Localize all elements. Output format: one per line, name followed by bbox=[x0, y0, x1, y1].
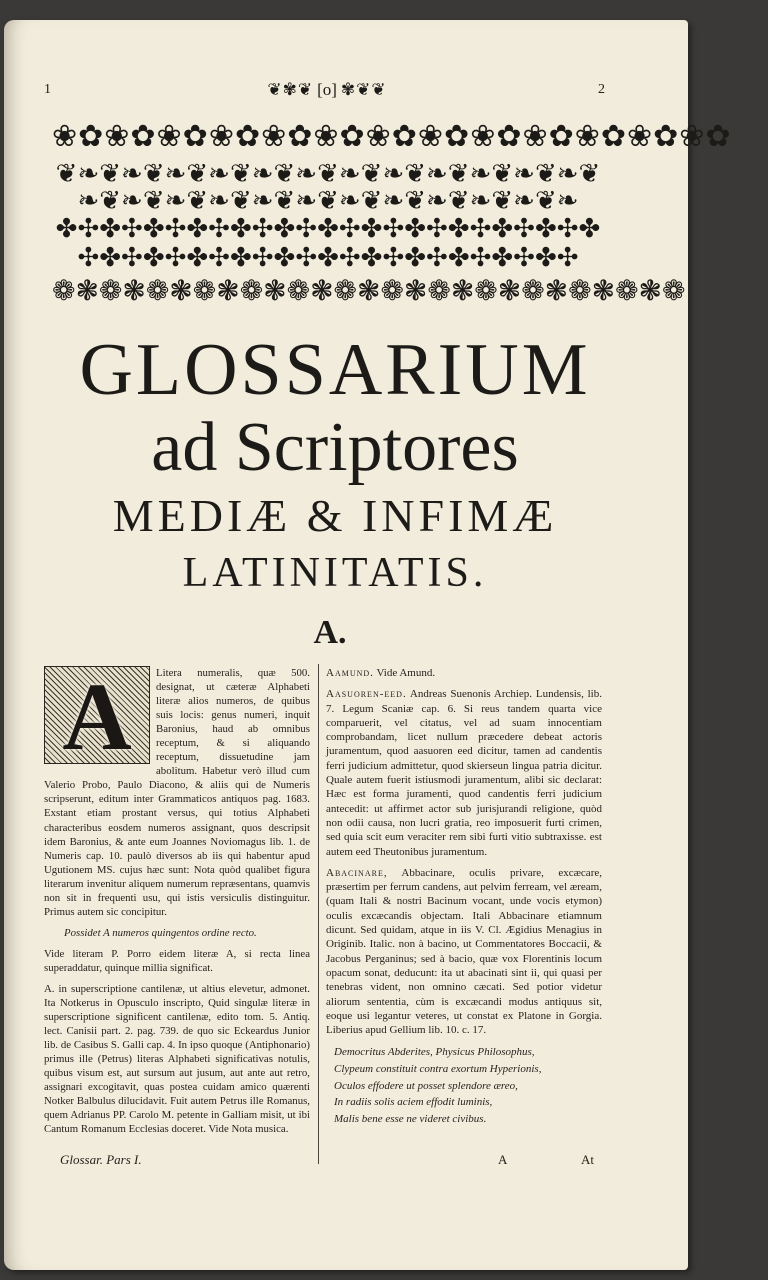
title-line-glossarium: GLOSSARIUM bbox=[79, 329, 591, 411]
ornamental-border-scrolls-icon: ❦❧❦❧❦❧❦❧❦❧❦❧❦❧❦❧❦❧❦❧❦❧❦❧❦❧❦❧❦❧❦❧❦❧❦❧❦❧❦❧❦❧❦❧❦❧❦❧ bbox=[55, 159, 601, 215]
entry-text: Andreas Suenonis Archiep. Lundensis, lib. 7. Legum Scaniæ cap. 6. Si reus tandem quarta vice comparuerit, vel citatus, vel ad suam innocentiam comprobandam, licet nullum præcedere debeat actoris juramentum, quod aasuoren eed dicitur, tamen ad candentis ferri judicium admittetur, quod skierseun lingua patria dicitur. Quale autem fuerit istiusmodi juramentum, alibi sic declarat: Hæc est forma juramenti, quod candentis ferri judicium antecedit: ut affirmet actor sub jurisjurandi religione, quòd non odii causa, non lucri gratia, reo imposuerit furti crimen, sed quia scit eum veraciter rem sibi furti vitio subtraxisse. est autem eed Theutonibus juramentum. bbox=[326, 688, 602, 858]
title-line-latinitatis: LATINITATIS. bbox=[182, 550, 488, 596]
entry-paragraph: A. in superscriptione cantilenæ, ut altius elevetur, admonet. Ita Notkerus in Opusculo inscripto, Quid singulæ literæ in superscriptione significent cantilenæ, edito tom. 5. Antiq. lect. Canisii part. 2. pag. 739. de quo sic Eckeardus Junior lib. de Casibus S. Galli cap. 4. In ipso quoque (Antiphonario) primus ille (Petrus) literas Alphabeti significativas notulis, quibus visum est, aut sursum aut jusum, aut ante aut retro, assignari excogitavit, quas postea cuidam amico quærenti Notker Balbulus dilucidavit. Fuit autem Petrus ille Romanus, quem Adrianus PP. Carolo M. petente in Galliam misit, ut ibi Cantum Romanum Ecclesias doceret. Vide Nota musica. bbox=[44, 982, 310, 1136]
entry-text: Abbacinare, oculis privare, excæcare, præsertim per ferrum candens, aut pelvim ferream, vel æream, (quam Itali & nostri Bacinum vocant, unde vocis etymon) oculis excæcandis objectam. Itali Abbacinare etiamnum dicunt. Sed quidam, atque in iis V. Cl. Ægidius Menagius in Originib. Italic. non à bacino, ut Commentatores Boccacii, & Jacobus Perganinus; sed à bacio, quæ vox Florentinis locum opacum sonat, deducunt: ita ut abacinati sint ii, qui quasi per tenebras vident, non omnino cæcati. Sed potior videtur aliorum sententia, cùm is excæcandi modus antiquus sit, eoque usi legantur veteres, ut constat ex Platone in Gorgia. Liberius apud Gellium lib. 10. c. 17. bbox=[326, 866, 602, 1037]
verse-line: Malis bene esse ne videret civibus. bbox=[334, 1112, 487, 1125]
column-divider bbox=[318, 664, 319, 1164]
entry-paragraph: Litera numeralis, quæ 500. designat, ut cæteræ Alphabeti literæ alios numeros, de quibus suis locis: genus numeri, inquit Baronius, haud ab omnibus receptum, & si aliquando receptum, dissuetudine jam abolitum. Habetur verò illud cum Valerio Probo, Paulo Diacono, & aliis qui de Numeris scripserunt, editum inter Grammaticos antiquos pag. 1683. Exstant etiam prostant versus, qui totius Alphabeti characteribus eosdem numeros assignant, quos descripsit idem Baronius, & ante eum Joannes Noviomagus lib. 1. de Numeris cap. 10. paulò diversos ab iis qui habentur apud Ugutionem MS. cujus hæc sunt: Nota quòd qualibet figura literarum invenitur aliquem numerum repræsentans, quamvis non sit in frequenti usu, qui istis versiculis distinguitur. Primus autem sic concipitur. bbox=[44, 667, 310, 918]
folio-left: 1 bbox=[44, 82, 51, 97]
right-column bbox=[326, 666, 602, 1131]
entry-aamund bbox=[326, 666, 602, 680]
catchword: At bbox=[581, 1152, 594, 1167]
signature-line: Glossar. Pars I. bbox=[60, 1152, 142, 1167]
verse-line: Democritus Abderites, Physicus Philosophus, bbox=[334, 1046, 535, 1059]
head-ornament bbox=[262, 76, 392, 104]
fleuron-right-icon: ✾❦❦ bbox=[340, 80, 387, 99]
entry-headword: Aasuoren-eed. bbox=[326, 688, 407, 701]
verse-line: Possidet A numeros quingentos ordine recto. bbox=[64, 926, 257, 939]
title-line-mediae-infimae: MEDIÆ & INFIMÆ bbox=[112, 490, 558, 541]
verse-line: Clypeum constituit contra exortum Hyperionis, bbox=[334, 1063, 542, 1076]
quoted-verse bbox=[334, 1044, 602, 1127]
signature-mark: A bbox=[498, 1152, 508, 1167]
decorated-initial bbox=[44, 663, 150, 770]
fleuron-left-icon: ❦✾❦ bbox=[267, 80, 314, 99]
entry-paragraph: Vide literam P. Porro eidem literæ A, si recta linea superaddatur, quinque millia significat. bbox=[44, 947, 310, 974]
entry-headword: Abacinare, bbox=[326, 866, 388, 879]
title-line-ad-scriptores: ad Scriptores bbox=[151, 409, 519, 486]
left-column bbox=[44, 663, 310, 1144]
verse-line: Oculos effodere ut posset splendore æreo, bbox=[334, 1079, 518, 1092]
verse-line: In radiis solis aciem effodit luminis, bbox=[334, 1096, 493, 1109]
entry-headword: Aamund. bbox=[326, 667, 374, 679]
section-letter: A. bbox=[313, 614, 347, 651]
entry-abacinare bbox=[326, 866, 602, 1038]
head-ornament-center: [o] bbox=[317, 80, 337, 99]
ornamental-border-knots-icon: ✤✣✤✣✤✣✤✣✤✣✤✣✤✣✤✣✤✣✤✣✤✣✤✣✤✣✤✣✤✣✤✣✤✣✤✣✤✣✤✣✤✣✤✣✤✣✤✣ bbox=[55, 214, 601, 272]
ornamental-border-top-icon: ❀✿❀✿❀✿❀✿❀✿❀✿❀✿❀✿❀✿❀✿❀✿❀✿❀✿ bbox=[52, 120, 732, 153]
ornamental-border-bottom-icon: ❁❃❁❃❁❃❁❃❁❃❁❃❁❃❁❃❁❃❁❃❁❃❁❃❁❃❁ bbox=[52, 276, 686, 307]
decorated-initial-letter: A bbox=[62, 663, 132, 770]
entry-text: Vide Amund. bbox=[376, 667, 436, 679]
folio-right: 2 bbox=[598, 82, 605, 97]
entry-aasuoren-eed bbox=[326, 687, 602, 859]
